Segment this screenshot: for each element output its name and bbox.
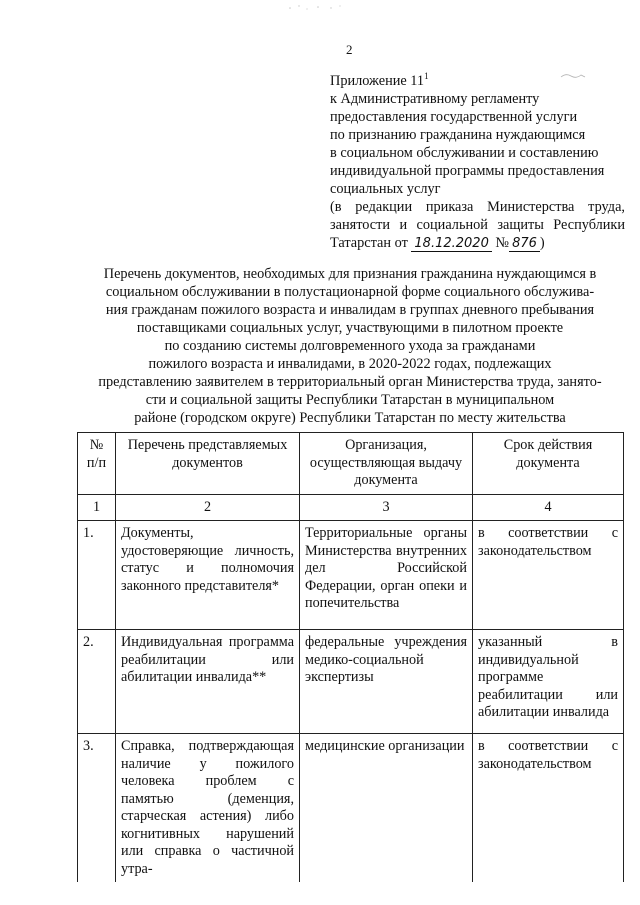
column-number: 4 <box>473 494 624 521</box>
row-document: Индивидуальная программа реабилитации или абилитации инвалида** <box>116 630 300 734</box>
heading-line: ния гражданам пожилого возраста и инвалидам в группах дневного пребывания <box>105 302 595 318</box>
appendix-line: индивидуальной программы предоставления <box>330 163 605 179</box>
appendix-title: Приложение $11^1$ <box>330 71 429 89</box>
row-document: Справка, подтверждающая наличие у пожилого человека проблем с памятью (деменция, старческая астения) либо когнитивных нарушений или справка о частичной утра- <box>116 734 300 883</box>
row-number: 3. <box>78 734 116 883</box>
header-organization: Организация, осуществляющая выдачу документа <box>300 433 473 495</box>
row-number: 1. <box>78 521 116 630</box>
appendix-block <box>330 72 625 253</box>
column-number: 3 <box>300 494 473 521</box>
table-row <box>78 630 624 734</box>
table-row <box>78 521 624 630</box>
scan-artifact <box>285 2 345 12</box>
heading-line: сти и социальной защиты Республики Татарстан в муниципальном <box>145 392 555 408</box>
header-documents: Перечень представляемых документов <box>116 433 300 495</box>
column-number: 1 <box>78 494 116 521</box>
table-row <box>78 734 624 883</box>
heading-line: социальном обслуживании в полустационарной форме социального обслужива- <box>105 284 595 300</box>
row-organization: медицинские организации <box>300 734 473 883</box>
row-organization: Территориальные органы Министерства внутренних дел Российской Федерации, орган опеки и попечительства <box>300 521 473 630</box>
header-number: № п/п <box>78 433 116 495</box>
edition-line: занятости и социальной защиты Республики <box>330 217 625 233</box>
edition-line: (в редакции приказа Министерства труда, <box>330 199 625 215</box>
heading-line: пожилого возраста и инвалидами, в 2020-2022 годах, подлежащих <box>148 356 552 372</box>
handwritten-number: 876 <box>509 236 540 252</box>
row-document: Документы, удостоверяющие личность, статус и полномочия законного представителя* <box>116 521 300 630</box>
header-validity: Срок действия документа <box>473 433 624 495</box>
page-number: 2 <box>346 42 353 57</box>
handwritten-date: 18.12.2020 <box>411 236 491 252</box>
heading-line: Перечень документов, необходимых для признания гражданина нуждающимся в <box>103 266 597 282</box>
appendix-line: социальных услуг <box>330 181 441 197</box>
heading-line: поставщиками социальных услуг, участвующими в пилотном проекте <box>136 320 564 336</box>
table-header-row <box>78 433 624 495</box>
row-validity: в соответствии с законодательством <box>473 521 624 630</box>
appendix-line: предоставления государственной услуги <box>330 109 578 125</box>
column-number: 2 <box>116 494 300 521</box>
heading-line: представлению заявителем в территориальный орган Министерства труда, занято- <box>98 374 602 390</box>
appendix-line: в социальном обслуживании и составлению <box>330 145 599 161</box>
documents-table <box>77 432 624 882</box>
row-validity: в соответствии с законодательством <box>473 734 624 883</box>
edition-date-line: Татарстан от 18.12.2020 № 876 ) <box>330 235 545 251</box>
heading-line: районе (городском округе) Республики Татарстан по месту жительства <box>134 410 566 426</box>
row-number: 2. <box>78 630 116 734</box>
document-heading <box>70 265 630 427</box>
appendix-line: по признанию гражданина нуждающимся <box>330 127 586 143</box>
appendix-line: к Административному регламенту <box>330 91 540 107</box>
heading-line: по созданию системы долговременного ухода за гражданами <box>164 338 536 354</box>
column-number-row <box>78 494 624 521</box>
row-organization: федеральные учреждения медико-социальной экспертизы <box>300 630 473 734</box>
row-validity: указанный в индивидуальной программе реабилитации или абилитации инвалида <box>473 630 624 734</box>
